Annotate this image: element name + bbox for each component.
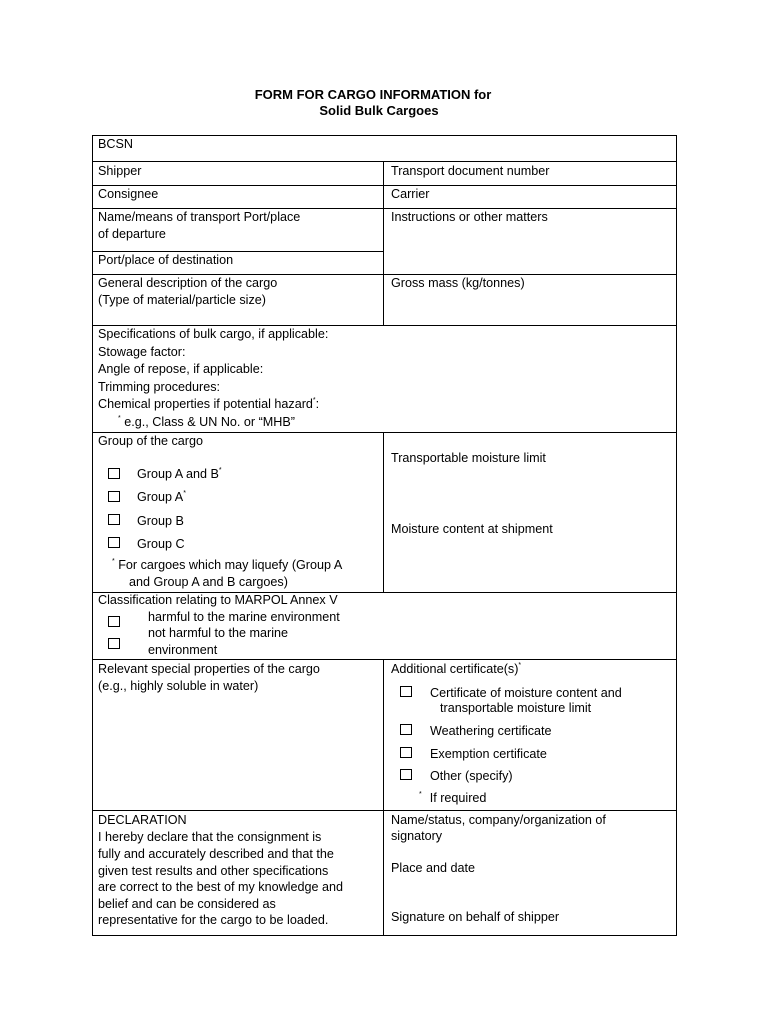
group-heading: Group of the cargo [98,434,204,448]
other-certificate-label: Other (specify) [430,769,513,783]
row-divider [92,810,677,811]
exemption-certificate-checkbox[interactable] [400,747,412,758]
gross-mass-field[interactable]: Gross mass (kg/tonnes) [391,276,525,290]
chemical-properties-field[interactable] [98,396,319,413]
if-required-note [419,790,486,807]
group-b-label: Group B [137,514,184,528]
group-a-checkbox[interactable] [108,491,120,502]
instructions-field[interactable]: Instructions or other matters [391,210,548,224]
row-divider [92,185,677,186]
not-harmful-checkbox[interactable] [108,638,120,649]
not-harmful-label-continued: environment [148,643,218,657]
moisture-certificate-checkbox[interactable] [400,686,412,697]
form-subtitle: Solid Bulk Cargoes [319,103,439,118]
group-footnote [112,557,342,574]
group-a-label [137,489,186,506]
other-certificate-checkbox[interactable] [400,769,412,780]
footnote-text: For cargoes which may liquefy (Group A [114,558,343,572]
weathering-certificate-label: Weathering certificate [430,724,552,738]
label-colon: : [315,397,320,411]
moisture-certificate-label: Certificate of moisture content and [430,686,622,700]
option-text: Group A [137,490,184,504]
group-b-checkbox[interactable] [108,514,120,525]
heading-text: Additional certificate(s) [391,662,519,676]
footnote-text: If required [429,791,487,805]
group-a-and-b-checkbox[interactable] [108,468,120,479]
chemical-properties-label: Chemical properties if potential hazard [98,397,313,411]
row-divider [92,161,677,162]
table-border-left [92,135,93,936]
row-divider [92,659,677,660]
harmful-checkbox[interactable] [108,616,120,627]
column-divider [383,432,384,593]
transport-document-field[interactable]: Transport document number [391,164,550,178]
footnote-mark: * [112,558,115,565]
option-text: Group A and B [137,467,219,481]
shipper-field[interactable]: Shipper [98,164,142,178]
table-border-bottom [92,935,677,936]
footnote-mark: * [518,662,522,669]
not-harmful-label: not harmful to the marine [148,626,289,640]
carrier-field[interactable]: Carrier [391,187,430,201]
moisture-certificate-label-continued: transportable moisture limit [440,701,592,715]
marpol-heading: Classification relating to MARPOL Annex V [98,593,338,607]
declaration-text: belief and can be considered as [98,897,276,911]
special-properties-hint: (e.g., highly soluble in water) [98,679,259,693]
declaration-text: representative for the cargo to be loaded. [98,913,329,927]
general-description-hint: (Type of material/particle size) [98,293,266,307]
group-a-and-b-label [137,466,222,483]
angle-of-repose-field[interactable]: Angle of repose, if applicable: [98,362,264,376]
declaration-text: I hereby declare that the consignment is [98,830,322,844]
footnote-mark: * [419,791,422,798]
group-c-label: Group C [137,537,185,551]
special-properties-field[interactable]: Relevant special properties of the cargo [98,662,320,676]
footnote-mark: * [183,490,186,497]
weathering-certificate-checkbox[interactable] [400,724,412,735]
group-c-checkbox[interactable] [108,537,120,548]
footnote-mark: * [118,415,121,422]
consignee-field[interactable]: Consignee [98,187,159,201]
destination-field[interactable]: Port/place of destination [98,253,234,267]
signatory-name-field[interactable]: Name/status, company/organization of [391,813,606,827]
general-description-field[interactable]: General description of the cargo [98,276,278,290]
additional-certificates-heading [391,661,521,678]
footnote-mark: * [312,397,316,404]
declaration-heading: DECLARATION [98,813,187,827]
group-footnote-continued: and Group A and B cargoes) [129,575,288,589]
transportable-moisture-limit-field[interactable]: Transportable moisture limit [391,451,546,465]
specifications-heading: Specifications of bulk cargo, if applicable: [98,327,329,341]
footnote-mark: * [218,467,222,474]
bcsn-field[interactable]: BCSN [98,137,133,151]
exemption-certificate-label: Exemption certificate [430,747,547,761]
table-border-top [92,135,677,136]
signatory-name-field-continued: signatory [391,829,443,843]
moisture-content-field[interactable]: Moisture content at shipment [391,522,553,536]
transport-means-label: of departure [98,227,166,241]
form-title: FORM FOR CARGO INFORMATION for [254,87,492,102]
column-divider [383,161,384,326]
declaration-text: are correct to the best of my knowledge and [98,880,344,894]
declaration-text: given test results and other specifications [98,864,329,878]
place-and-date-field[interactable]: Place and date [391,861,476,875]
declaration-text: fully and accurately described and that the [98,847,334,861]
harmful-label: harmful to the marine environment [148,610,340,624]
footnote-text: e.g., Class & UN No. or “MHB” [120,415,295,429]
trimming-procedures-field[interactable]: Trimming procedures: [98,380,221,394]
column-divider [383,659,384,936]
chemical-properties-footnote [118,414,295,431]
table-border-right [676,135,677,936]
signature-field[interactable]: Signature on behalf of shipper [391,910,560,924]
transport-means-label[interactable]: Name/means of transport Port/place [98,210,301,224]
stowage-factor-field[interactable]: Stowage factor: [98,345,186,359]
